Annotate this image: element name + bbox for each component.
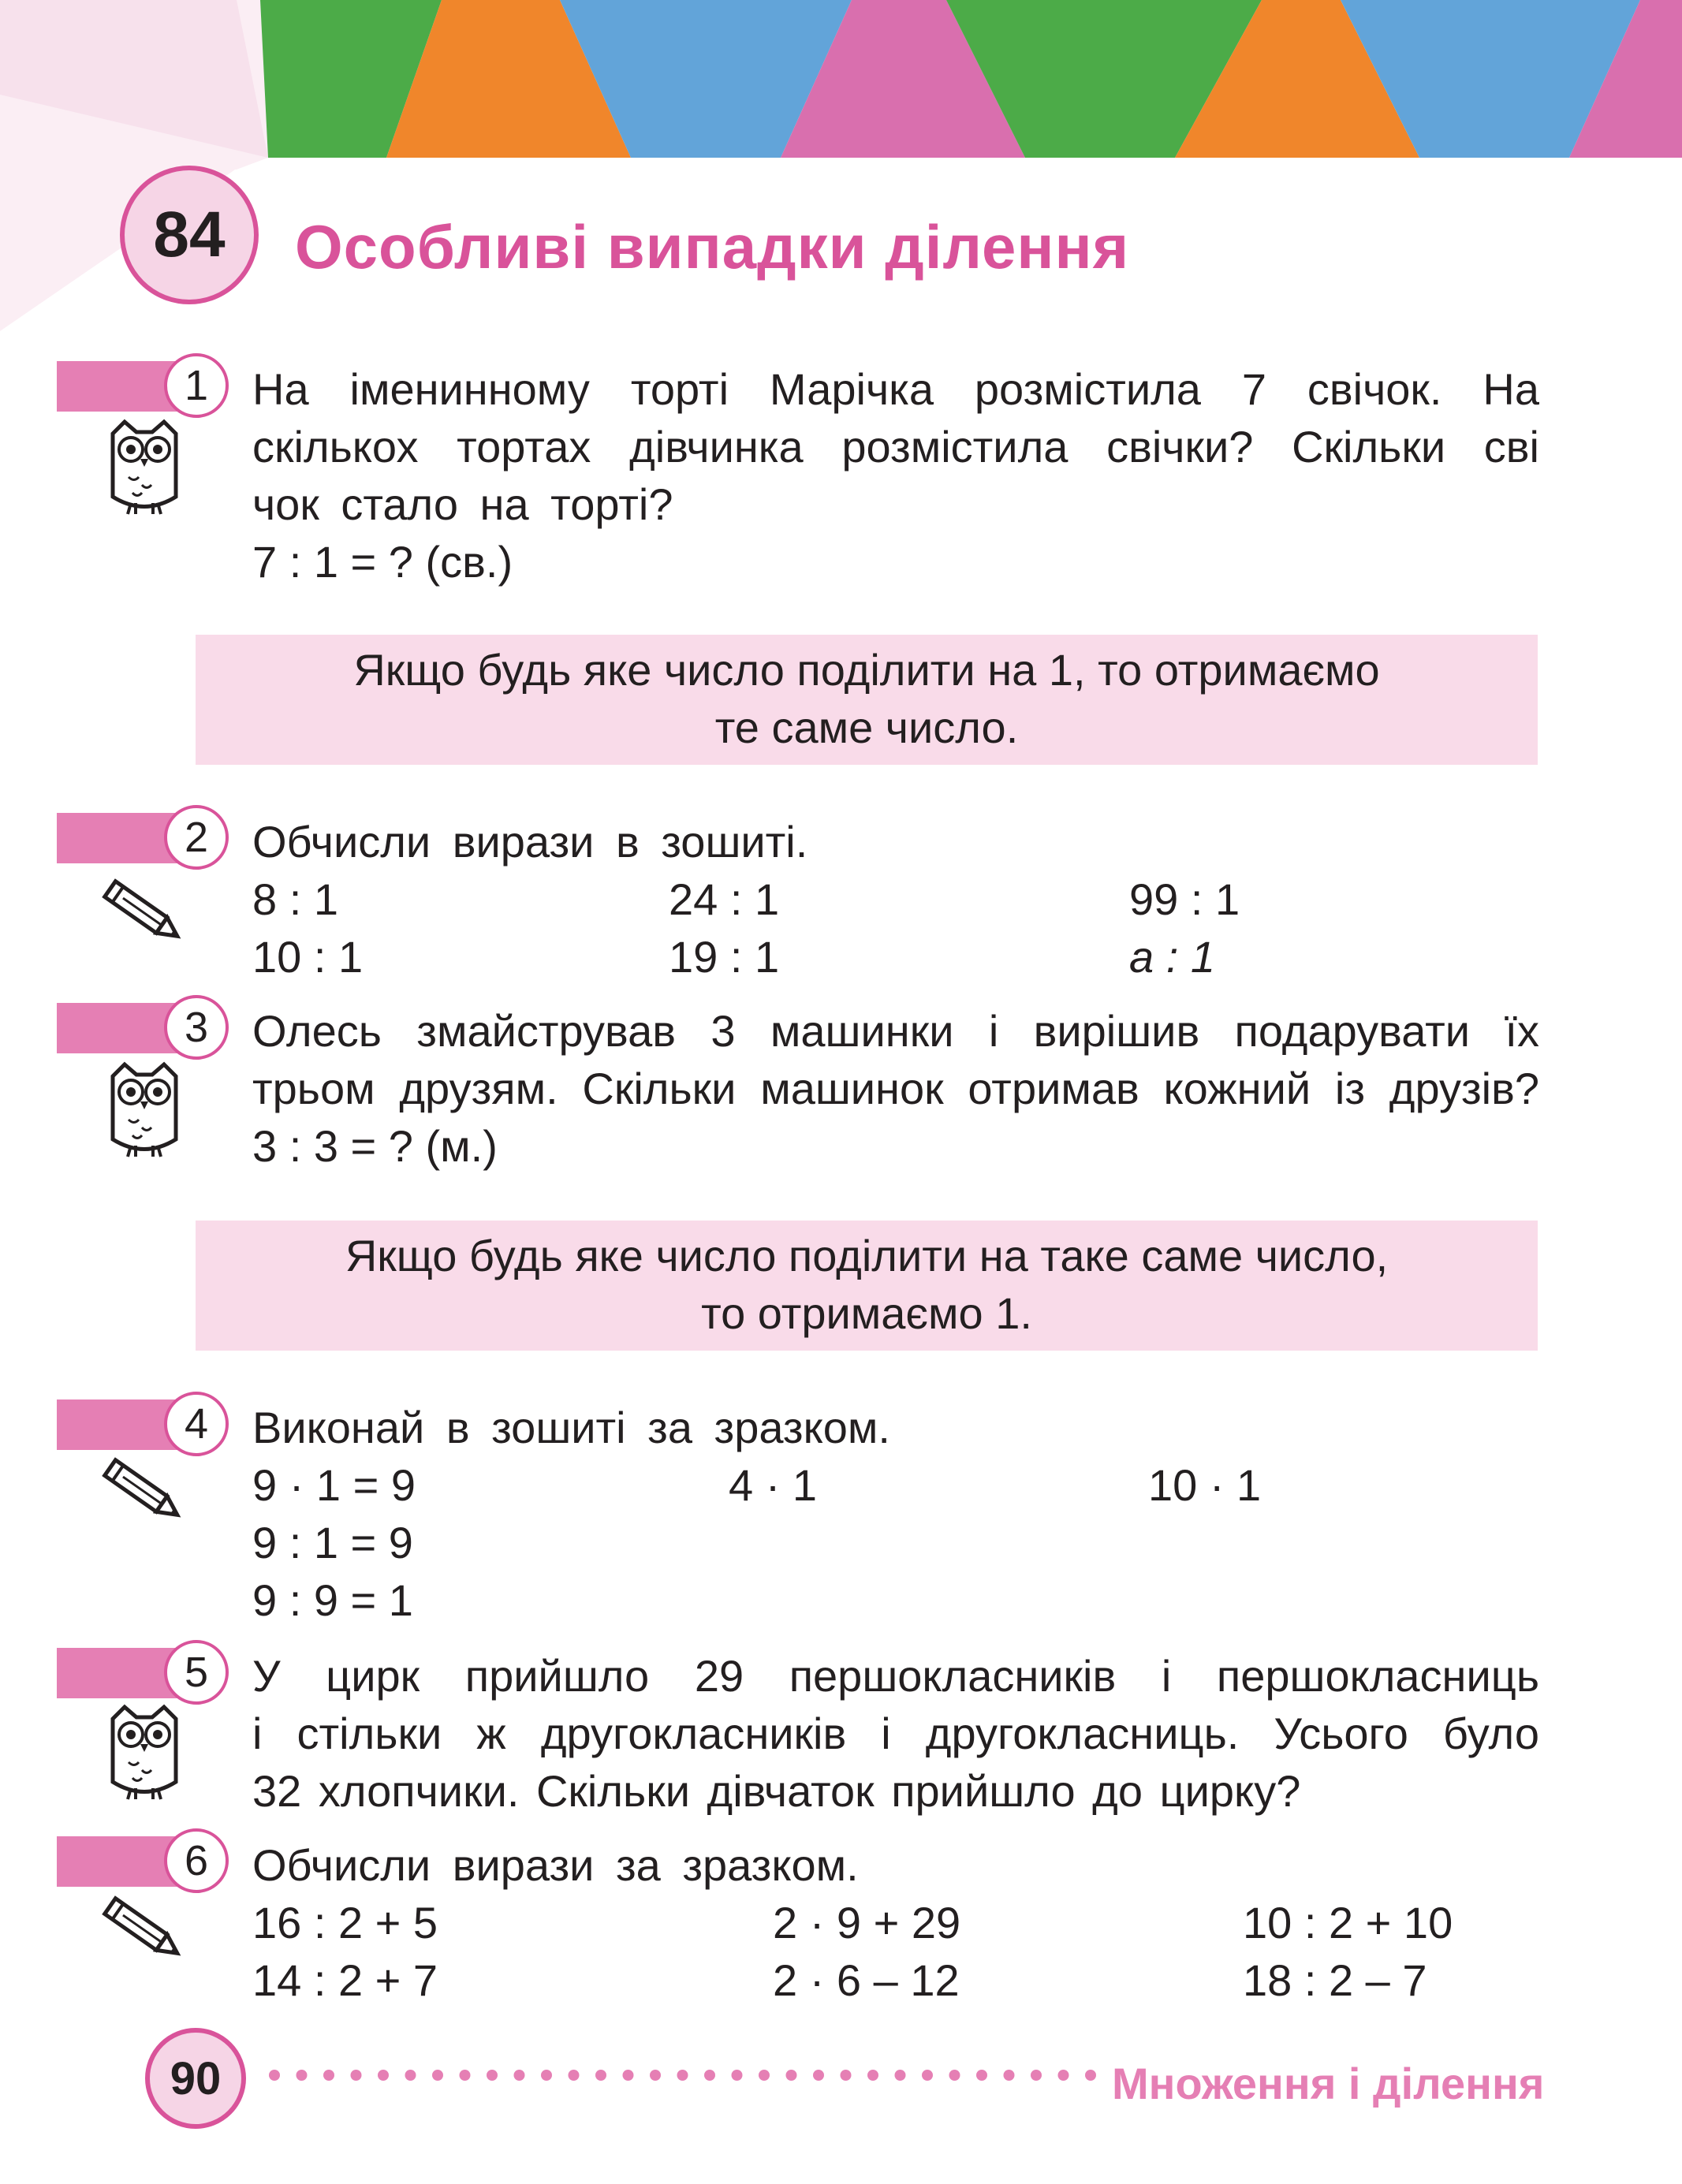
leader-dot [976,2070,987,2081]
expression: 8 : 1 [252,874,338,924]
lesson-number: 84 [120,166,259,304]
owl-icon [101,1703,188,1806]
task-number: 4 [164,1392,229,1456]
leader-dot [323,2070,334,2081]
expression: 99 : 1 [1129,874,1240,924]
leader-dot [759,2070,770,2081]
task-1-line: На іменинному торті Марічка розмістила 7 свічок. На [252,364,1539,414]
leader-dot [569,2070,580,2081]
expression: 2 · 9 + 29 [773,1898,961,1947]
task-2-text: Обчисли вирази в зошиті. [252,817,808,867]
rule-box [196,635,1538,765]
pencil-icon [101,1452,188,1531]
leader-dot [704,2070,715,2081]
leader-dot [1031,2070,1042,2081]
expression: 10 : 2 + 10 [1243,1898,1453,1947]
sample-line: 9 : 1 = 9 [252,1518,413,1567]
expression: 4 · 1 [729,1460,818,1510]
task-1-line: чок стало на торті? [252,479,673,529]
task-5-line: 32 хлопчики. Скільки дівчаток прийшло до цирку? [252,1766,1301,1816]
task-number: 5 [164,1640,229,1705]
task-3-equation: 3 : 3 = ? (м.) [252,1121,498,1171]
expression: a : 1 [1129,932,1215,982]
leader-dot [460,2070,471,2081]
leader-dot [514,2070,525,2081]
expression: 14 : 2 + 7 [252,1955,438,2005]
leader-dot [786,2070,797,2081]
leader-dot [432,2070,443,2081]
leader-dot [269,2070,280,2081]
leader-dot [1058,2070,1069,2081]
expression: 24 : 1 [669,874,780,924]
task-5-line: У цирк прийшло 29 першокласників і першокласниць [252,1651,1539,1701]
expression: 10 · 1 [1148,1460,1262,1510]
sample-line: 9 · 1 = 9 [252,1460,416,1510]
pencil-icon [101,874,188,952]
top-banner [0,0,1682,170]
leader-dot [1085,2070,1096,2081]
leader-dot [595,2070,606,2081]
leader-dot [895,2070,906,2081]
leader-dot [378,2070,389,2081]
pencil-icon [101,1891,188,1970]
leader-dot [867,2070,878,2081]
task-1-line: скількох тортах дівчинка розмістила свічки? Скільки сві [252,422,1539,471]
leader-dot [841,2070,852,2081]
task-4-text: Виконай в зошиті за зразком. [252,1403,890,1452]
leader-dot [1004,2070,1015,2081]
expression: 2 · 6 – 12 [773,1955,960,2005]
task-number: 1 [164,353,229,418]
rule-line: то отримаємо 1. [701,1288,1032,1338]
task-3-line: трьом друзям. Скільки машинок отримав кожний із друзів? [252,1064,1539,1113]
leader-dot [541,2070,552,2081]
rule-line: Якщо будь яке число поділити на 1, то отримаємо [353,645,1380,695]
leader-dot [405,2070,416,2081]
owl-icon [101,1060,188,1163]
expression: 16 : 2 + 5 [252,1898,438,1947]
leader-dot [650,2070,661,2081]
leader-dot [813,2070,824,2081]
rule-line: те саме число. [714,703,1019,752]
lesson-title: Особливі випадки ділення [295,212,1130,281]
leader-dot [922,2070,933,2081]
dotted-leader [267,2059,1102,2091]
leader-dot [487,2070,498,2081]
expression: 10 : 1 [252,932,364,982]
leader-dot [677,2070,688,2081]
task-5-line: і стільки ж другокласників і другокласниць. Усього було [252,1709,1539,1758]
leader-dot [732,2070,743,2081]
rule-box [196,1221,1538,1351]
owl-icon [101,418,188,520]
task-6-text: Обчисли вирази за зразком. [252,1840,859,1890]
leader-dot [296,2070,308,2081]
task-1-equation: 7 : 1 = ? (св.) [252,537,513,587]
section-title: Множення і ділення [1112,2059,1545,2108]
leader-dot [949,2070,960,2081]
task-number: 6 [164,1828,229,1893]
expression: 19 : 1 [669,932,780,982]
task-number: 2 [164,805,229,870]
expression: 18 : 2 – 7 [1243,1955,1427,2005]
leader-dot [623,2070,634,2081]
task-3-line: Олесь змайстрував 3 машинки і вирішив подарувати їх [252,1006,1539,1056]
task-number: 3 [164,995,229,1060]
leader-dot [351,2070,362,2081]
page-number: 90 [145,2028,246,2129]
rule-line: Якщо будь яке число поділити на таке саме число, [345,1231,1389,1280]
sample-line: 9 : 9 = 1 [252,1575,413,1625]
